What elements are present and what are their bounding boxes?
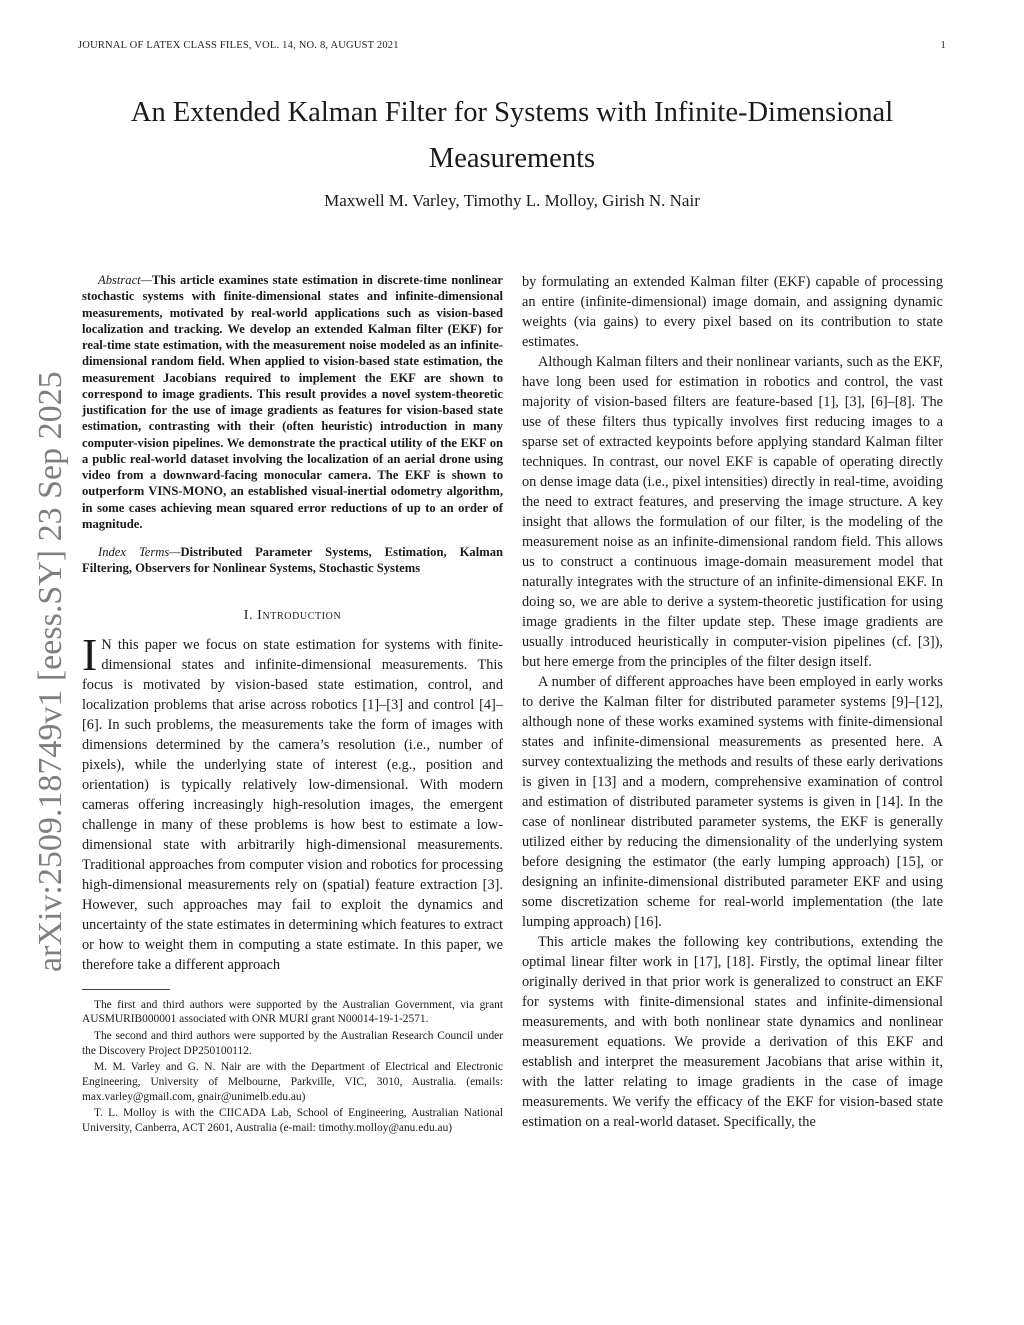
author-list: Maxwell M. Varley, Timothy L. Molloy, Girish N. Nair — [324, 191, 700, 210]
body-paragraph: A number of different approaches have been employed in early works to derive the Kalman filter for distributed parameter systems [9]–[12], although none of these works examined systems with finite-dimensional states and infinite-dimensional measurements as presented here. A survey contextualizing the methods and results of these early derivations is given in [13] and a modern, comprehensive examination of control and estimation of distributed parameter systems is given in [14]. In the case of nonlinear distributed parameter systems, the EKF is generally utilized either by reducing the dimensionality of the underlying system before designing the estimator (the early lumping approach) [15], or designing an infinite-dimensional distributed parameter EKF and using some discretization scheme for real-world implementation (the late lumping approach) [16]. — [522, 674, 943, 930]
footnote-affiliation-1: M. M. Varley and G. N. Nair are with the Department of Electrical and Electronic Engineering, University of Melbourne, Parkville, VIC, 3010, Australia. (emails: max.varley@gmail.com, gnair@unimelb.edu.au) — [82, 1061, 503, 1103]
drop-cap: I — [82, 628, 98, 680]
abstract — [82, 272, 503, 532]
abstract-label: Abstract— — [98, 273, 152, 287]
footnote-funding-2: The second and third authors were supported by the Australian Research Council under the Discovery Project DP250100112. — [82, 1029, 503, 1057]
body-paragraph: This article makes the following key contributions, extending the optimal linear filter work in [17], [18]. Firstly, the optimal linear filter originally derived in that prior work is generalized to construct an EKF for systems with finite-dimensional states and infinite-dimensional measurements, and with both nonlinear state dynamics and nonlinear measurement equations. We provide a derivation of this EKF and establish and interpret the measurement Jacobians that arise within it, with the latter relating to image gradients in the case of image measurements. We verify the efficacy of the EKF for vision-based state estimation on a real-world dataset. Specifically, the — [522, 934, 943, 1130]
running-header — [78, 40, 946, 56]
footnote-funding-1: The first and third authors were supported by the Australian Government, via grant AUSMURIB000001 associated with ONR MURI grant N00014-19-1-2571. — [82, 998, 503, 1026]
section-heading-introduction: I. Introduction — [243, 607, 342, 623]
intro-paragraph-text: N this paper we focus on state estimation for systems with finite-dimensional states and infinite-dimensional measurements. This focus is motivated by vision-based state estimation, control, and localization problems that arise across robotics [1]–[3] and control [4]–[6]. In such problems, the measurements take the form of images with dimensions determined by the camera’s resolution (i.e., number of pixels), while the underlying state of interest (e.g., position and orientation) is typically relatively low-dimensional. With modern cameras offering increasingly high-resolution images, the emergent challenge in many of these problems is how best to estimate a low-dimensional state with arbitrarily high-dimensional measurements. Traditional approaches from computer vision and robotics for processing high-dimensional measurements rely on (spatial) feature extraction [3]. However, such approaches may fail to exploit the dynamics and uncertainty of the state estimates in determining which features to extract or how to weight them in computing a state estimate. In this paper, we therefore take a different approach — [82, 636, 503, 973]
right-column — [522, 272, 943, 1132]
abstract-text: This article examines state estimation in discrete-time nonlinear stochastic systems with finite-dimensional states and infinite-dimensional measurements, motivated by real-world applications such as vision-based localization and tracking. We develop an extended Kalman filter (EKF) for real-time state estimation, with the measurement noise modeled as an infinite-dimensional random field. When applied to vision-based state estimation, the measurement Jacobians required to implement the EKF are shown to correspond to image gradients. This result provides a novel system-theoretic justification for the use of image gradients as features for vision-based state estimation, contrasting with their (often heuristic) introduction in many computer-vision pipelines. We demonstrate the practical utility of the EKF on a public real-world dataset involving the localization of an aerial drone using video from a downward-facing monocular camera. The EKF is shown to outperform VINS-MONO, an established visual-inertial odometry algorithm, in some cases achieving mean squared error reductions of up to an order of magnitude. — [82, 273, 503, 531]
body-paragraph: by formulating an extended Kalman filter (EKF) capable of processing an entire (infinite-dimensional) image domain, and assigning dynamic weights (via gains) to every pixel based on its contribution to state estimates. — [522, 274, 943, 350]
paper-title: An Extended Kalman Filter for Systems with Infinite-Dimensional Measurements — [130, 97, 894, 174]
left-column — [82, 272, 503, 1138]
index-terms — [82, 544, 503, 577]
footnote-divider — [82, 989, 170, 990]
body-paragraph: Although Kalman filters and their nonlinear variants, such as the EKF, have long been used for estimation in robotics and control, the vast majority of vision-based filters are feature-based [1], [3], [6]–[8]. The use of these filters thus typically involves first reducing images to a sparse set of extracted keypoints before applying standard Kalman filter techniques. In contrast, our novel EKF is capable of operating directly on dense image data (i.e., pixel intensities) directly in real-time, avoiding the need to extract features, and preserving the image structure. A key insight that allows the formulation of our filter, is the modeling of the measurement noise as an infinite-dimensional random field. This allows us to construct a continuous image-domain measurement model that naturally integrates with the structure of an infinite-dimensional EKF. In doing so, we are able to derive a system-theoretic justification for using image gradients in the filter update step. These image gradients are usually introduced heuristically in computer-vision pipelines (cf. [3]), but here emerge from the principles of the filter design itself. — [522, 354, 943, 670]
arxiv-identifier: arXiv:2509.18749v1 [eess.SY] 23 Sep 2025 — [32, 371, 69, 972]
index-terms-label: Index Terms— — [98, 545, 181, 559]
page-number: 1 — [940, 40, 946, 51]
footnote-affiliation-2: T. L. Molloy is with the CIICADA Lab, School of Engineering, Australian National University, Canberra, ACT 2601, Australia (e-mail: timothy.molloy@anu.edu.au) — [82, 1107, 503, 1135]
journal-name: JOURNAL OF LATEX CLASS FILES, VOL. 14, NO. 8, AUGUST 2021 — [78, 40, 399, 51]
intro-paragraph — [82, 628, 503, 975]
index-terms-text: Distributed Parameter Systems, Estimation, Kalman Filtering, Observers for Nonlinear Systems, Stochastic Systems — [82, 545, 503, 576]
